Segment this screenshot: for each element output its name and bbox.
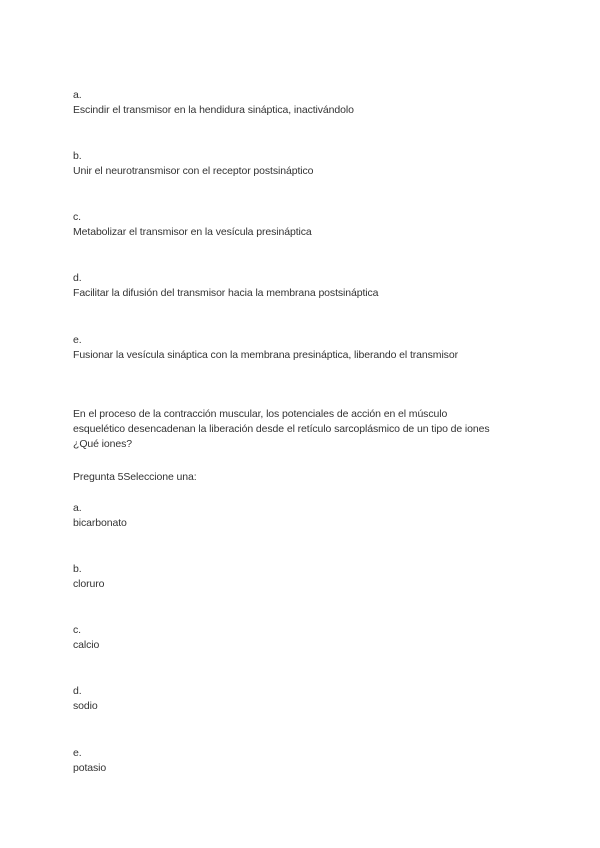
option-letter: a.: [73, 89, 82, 101]
option-text: Fusionar la vesícula sináptica con la membrana presináptica, liberando el transmisor: [73, 349, 458, 361]
option-text: sodio: [73, 700, 98, 712]
option-text: Metabolizar el transmisor en la vesícula presináptica: [73, 226, 312, 238]
stem-line: En el proceso de la contracción muscular, los potenciales de acción en el músculo: [73, 408, 448, 420]
option-text: Facilitar la difusión del transmisor hacia la membrana postsináptica: [73, 287, 379, 299]
option-letter: e.: [73, 747, 82, 759]
question-5-stem: [73, 407, 533, 452]
option-text: calcio: [73, 639, 100, 651]
option-letter: d.: [73, 272, 82, 284]
option-text: potasio: [73, 762, 107, 774]
option-letter: a.: [73, 502, 82, 514]
stem-line: ¿Qué iones?: [73, 438, 133, 450]
option-text: Unir el neurotransmisor con el receptor postsináptico: [73, 165, 314, 177]
option-text: Escindir el transmisor en la hendidura sináptica, inactivándolo: [73, 104, 354, 116]
option-letter: e.: [73, 334, 82, 346]
question-5-prompt: Pregunta 5Seleccione una:: [73, 471, 197, 483]
option-text: cloruro: [73, 578, 105, 590]
stem-line: esquelético desencadenan la liberación desde el retículo sarcoplásmico de un tipo de iones: [73, 423, 490, 435]
option-letter: d.: [73, 685, 82, 697]
option-letter: c.: [73, 624, 81, 636]
option-letter: b.: [73, 563, 82, 575]
option-letter: b.: [73, 150, 82, 162]
option-letter: c.: [73, 211, 81, 223]
option-text: bicarbonato: [73, 517, 127, 529]
